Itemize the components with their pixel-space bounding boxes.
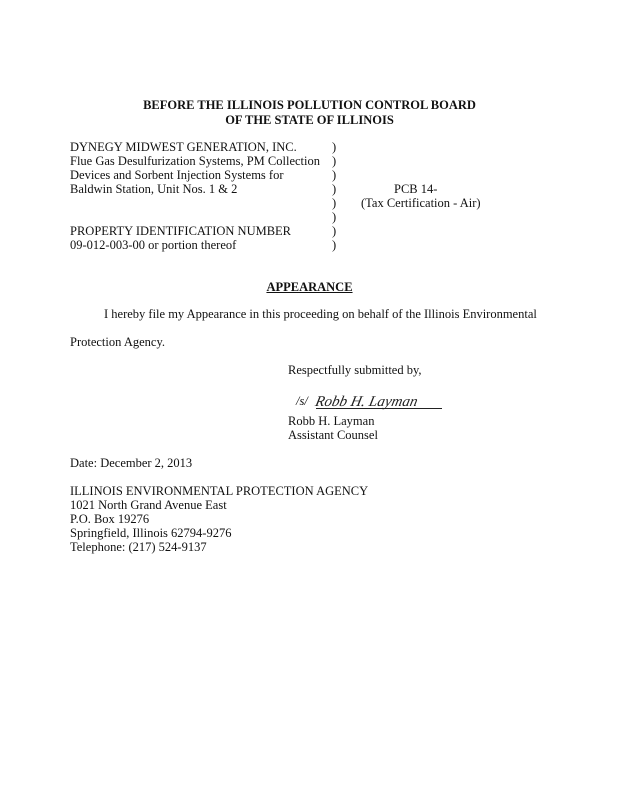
caption-paren: ) — [332, 238, 337, 252]
agency-city: Springfield, Illinois 62794-9276 — [70, 526, 232, 540]
agency-street: 1021 North Grand Avenue East — [70, 498, 227, 512]
case-number: PCB 14- — [394, 182, 438, 196]
agency-phone: Telephone: (217) 524-9137 — [70, 540, 207, 554]
signature-script: Robb H. Layman — [314, 393, 420, 410]
appearance-body-line1: I hereby file my Appearance in this proceeding on behalf of the Illinois Environmental — [104, 307, 537, 321]
caption-paren: ) — [332, 154, 337, 168]
caption-property-id-number: 09-012-003-00 or portion thereof — [70, 238, 237, 252]
appearance-title: APPEARANCE — [266, 280, 353, 294]
agency-po-box: P.O. Box 19276 — [70, 512, 150, 526]
signature-prefix: /s/ — [296, 394, 308, 408]
caption-line-4: Baldwin Station, Unit Nos. 1 & 2 — [70, 182, 238, 196]
agency-name: ILLINOIS ENVIRONMENTAL PROTECTION AGENCY — [70, 484, 369, 498]
signature-closing: Respectfully submitted by, — [288, 363, 422, 377]
signer-name: Robb H. Layman — [288, 414, 375, 428]
board-heading-line2: OF THE STATE OF ILLINOIS — [225, 113, 394, 127]
caption-property-id-label: PROPERTY IDENTIFICATION NUMBER — [70, 224, 292, 238]
date-line: Date: December 2, 2013 — [70, 456, 193, 470]
caption-party-name: DYNEGY MIDWEST GENERATION, INC. — [70, 140, 297, 154]
caption-paren: ) — [332, 168, 337, 182]
caption-paren: ) — [332, 182, 337, 196]
handwritten-signature — [314, 390, 454, 412]
caption-paren: ) — [332, 140, 337, 154]
caption-paren: ) — [332, 196, 337, 210]
appearance-body-line2: Protection Agency. — [70, 335, 166, 349]
signer-title: Assistant Counsel — [288, 428, 378, 442]
board-heading-line1: BEFORE THE ILLINOIS POLLUTION CONTROL BOARD — [143, 98, 476, 112]
case-type: (Tax Certification - Air) — [361, 196, 481, 210]
caption-line-3: Devices and Sorbent Injection Systems for — [70, 168, 284, 182]
signature-block — [296, 390, 456, 412]
caption-line-2: Flue Gas Desulfurization Systems, PM Collection — [70, 154, 320, 168]
caption-paren: ) — [332, 224, 337, 238]
caption-paren: ) — [332, 210, 337, 224]
